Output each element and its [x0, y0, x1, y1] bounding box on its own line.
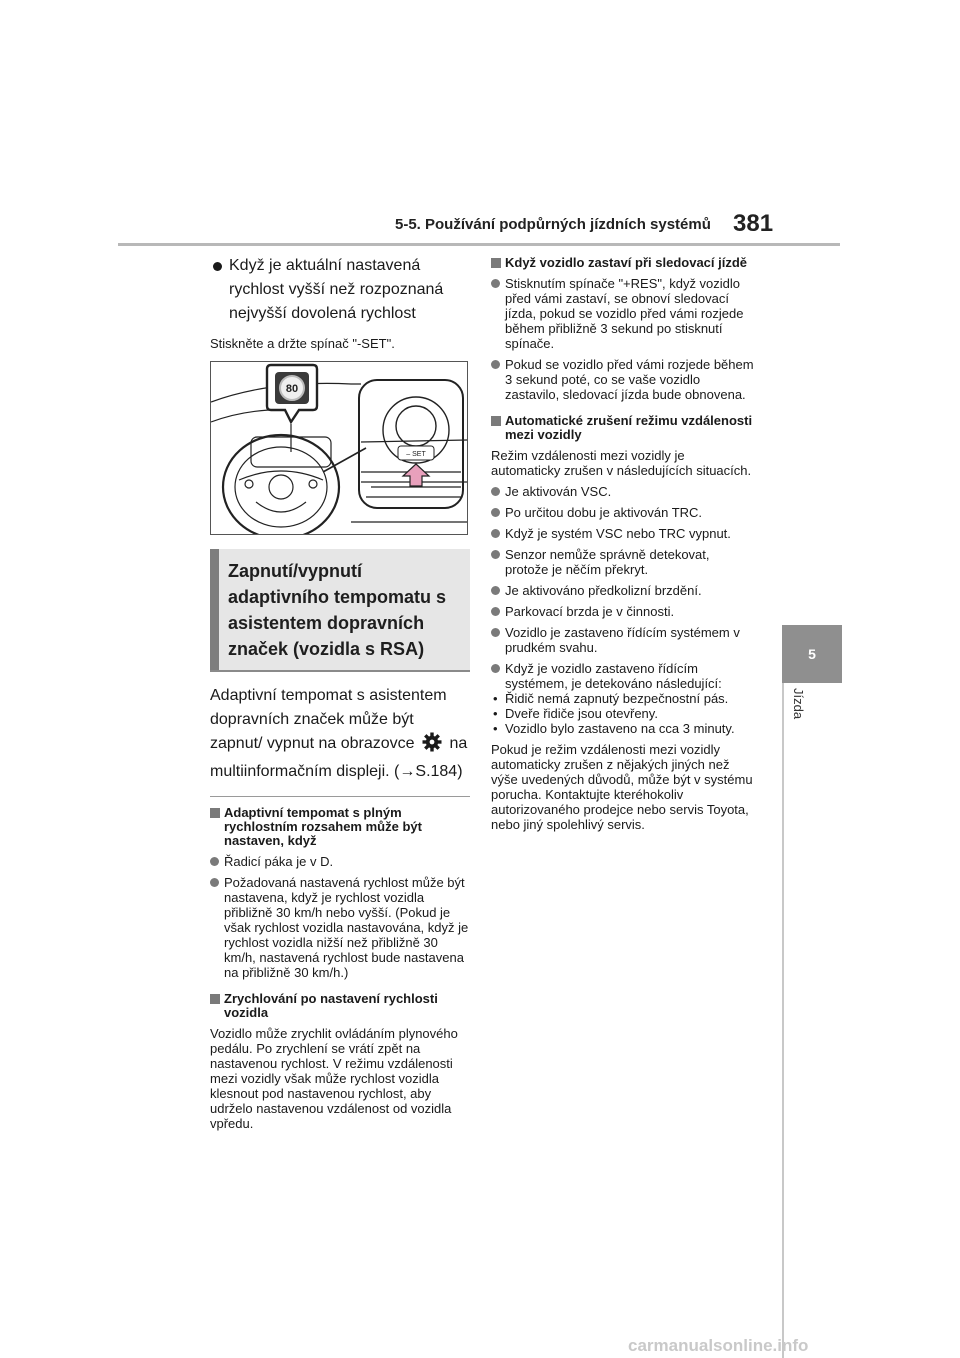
watermark: carmanualsonline.info: [628, 1336, 809, 1355]
switch-label: – SET: [406, 451, 426, 458]
page-number: 381: [733, 210, 774, 237]
section-heading-box: Zapnutí/vypnutí adaptivního tempomatu s asistentem dopravních značek (vozidla s RSA): [210, 549, 470, 670]
sub-list-item: • Řidič nemá zapnutý bezpečnostní pás.: [491, 691, 755, 706]
gear-icon: [422, 732, 442, 760]
list-item: Když je vozidlo zastaveno řídícím systémem, je detekováno následující:: [491, 661, 755, 691]
section-divider: [210, 796, 470, 797]
speed-sign-value: 80: [285, 383, 299, 395]
intro-text-part1: Adaptivní tempomat s asistentem dopravních značek může být zapnut/ vypnut na obrazovce: [210, 687, 447, 752]
list-item: Pokud se vozidlo před vámi rozjede během 3 sekund poté, co se vaše vozidlo zastavilo, sledovací jízda bude obnovena.: [491, 357, 755, 402]
list-item: Vozidlo je zastaveno řídícím systémem v prudkém svahu.: [491, 625, 755, 655]
list-item: Senzor nemůže správně detekovat, protože je něčím překryt.: [491, 547, 755, 577]
heading-underline: [210, 670, 470, 672]
arrow-glyph: →: [399, 763, 416, 780]
chapter-tab: 5: [782, 625, 842, 683]
closing-paragraph: Pokud je režim vzdálenosti mezi vozidly automaticky zrušen z nějakých jiných než výše uvedených důvodů, může být v systému porucha. Kontaktujte kteréhokoliv autorizovaného prodejce nebo servis Toyota, nebo jiný spolehlivý servis.: [491, 742, 753, 832]
speed-sign-callout: [267, 365, 317, 422]
intro-text-part2: na multiinformačním displeji. (: [210, 735, 468, 780]
subsection-title: Když vozidlo zastaví při sledovací jízdě: [491, 256, 755, 270]
paragraph: Režim vzdálenosti mezi vozidly je automaticky zrušen v následujících situacích.: [491, 448, 752, 478]
paragraph: Vozidlo může zrychlit ovládáním plynového pedálu. Po zrychlení se vrátí zpět na nastavenou rychlost. V režimu vzdálenosti mezi vozidly však může rychlost vozidla klesnout pod nastavenou rychlost, aby udrželo nastavenou vzdálenost od vozidla vpředu.: [210, 1026, 458, 1131]
list-item: Je aktivováno předkolizní brzdění.: [491, 583, 755, 598]
press-arrow-icon: [403, 464, 429, 486]
intro-paragraph: [210, 684, 470, 784]
chapter-label: Jízda: [791, 688, 806, 720]
header-section-title: 5-5. Používání podpůrných jízdních systémů: [395, 216, 711, 233]
subsection-title: Adaptivní tempomat s plným rychlostním rozsahem může být nastaven, když: [210, 806, 470, 848]
chapter-rule: [782, 683, 784, 1358]
subsection-title: Zrychlování po nastavení rychlosti vozidla: [210, 992, 470, 1020]
list-item: Parkovací brzda je v činnosti.: [491, 604, 755, 619]
subsection-title: Automatické zrušení režimu vzdálenosti mezi vozidly: [491, 414, 755, 442]
list-item: Je aktivován VSC.: [491, 484, 755, 499]
page-reference: S.184): [415, 763, 463, 780]
right-column: [491, 254, 755, 832]
list-item: Požadovaná nastavená rychlost může být nastavena, když je rychlost vozidla přibližně 30 km/h nebo vyšší. (Pokud je však rychlost vozidla nastavována, když je rychlost vozidla nižší než přibližně 30 km/h, nastavená rychlost bude nastavena na přibližně 30 km/h.): [210, 875, 470, 980]
bullet-heading: Když je aktuální nastavená rychlost vyšší než rozpoznaná nejvyšší dovolená rychlost: [210, 254, 470, 326]
condition-sublist: [491, 691, 755, 736]
sub-list-item: • Vozidlo bylo zastaveno na cca 3 minuty.: [491, 721, 755, 736]
steering-wheel-drawing: [211, 362, 467, 534]
sub-list-item: • Dveře řidiče jsou otevřeny.: [491, 706, 755, 721]
steering-wheel-illustration: [210, 361, 468, 535]
header-rule: [118, 243, 840, 246]
left-column: [210, 254, 470, 1131]
list-item: Když je systém VSC nebo TRC vypnut.: [491, 526, 755, 541]
list-item: Stisknutím spínače "+RES", když vozidlo před vámi zastaví, se obnoví sledovací jízda, pokud se vozidlo před vámi rozjede během přibližně 3 sekund po stisknutí spínače.: [491, 276, 755, 351]
list-item: Řadicí páka je v D.: [210, 854, 470, 869]
list-item: Po určitou dobu je aktivován TRC.: [491, 505, 755, 520]
instruction-step: Stiskněte a držte spínač "-SET".: [210, 336, 395, 351]
